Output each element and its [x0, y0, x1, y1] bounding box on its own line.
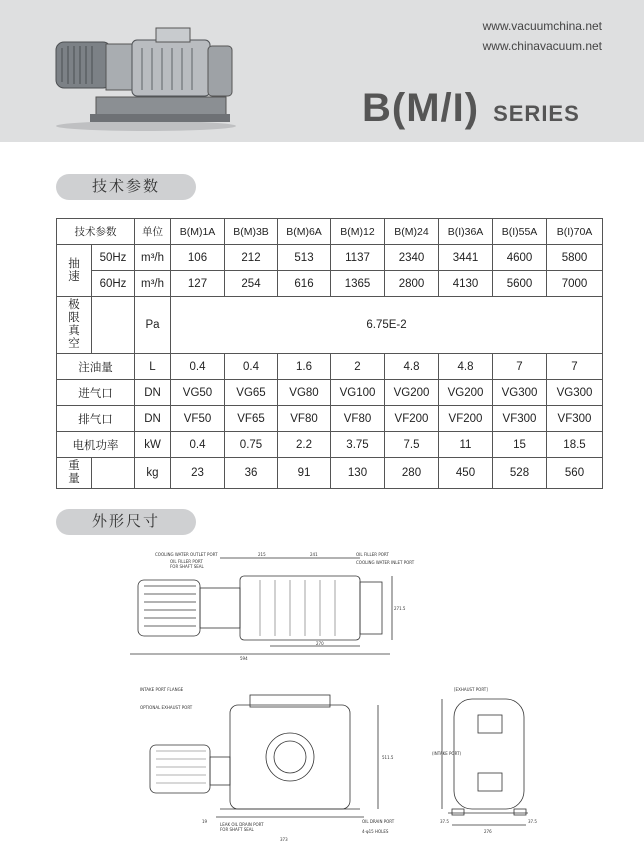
value-cell: 1365: [331, 271, 385, 297]
value-cell: 6.75E-2: [171, 297, 603, 354]
value-cell: VF80: [278, 406, 331, 432]
value-cell: 23: [171, 458, 225, 489]
header-cell: B(I)55A: [493, 219, 547, 245]
freq-cell: 50Hz: [92, 245, 135, 271]
header-cell: B(M)3B: [225, 219, 278, 245]
value-cell: VF300: [547, 406, 603, 432]
value-cell: VG300: [547, 380, 603, 406]
series-word: SERIES: [493, 101, 580, 126]
label-cooling-outlet: COOLING WATER OUTLET PORT: [155, 552, 218, 557]
unit-cell: DN: [135, 406, 171, 432]
value-cell: 4600: [493, 245, 547, 271]
unit-cell: kg: [135, 458, 171, 489]
value-cell: VF300: [493, 406, 547, 432]
value-cell: 11: [439, 432, 493, 458]
dim-19: 19: [202, 819, 208, 824]
dim-270: 270: [316, 641, 324, 646]
value-cell: 0.4: [171, 432, 225, 458]
table-header-row: [57, 219, 603, 245]
table-row: [57, 245, 603, 271]
value-cell: 5600: [493, 271, 547, 297]
value-cell: 91: [278, 458, 331, 489]
header-cell: B(M)1A: [171, 219, 225, 245]
value-cell: 15: [493, 432, 547, 458]
dim-215: 215: [258, 552, 266, 557]
table-row: [57, 271, 603, 297]
value-cell: VG50: [171, 380, 225, 406]
row-label: 注油量: [57, 354, 135, 380]
value-cell: 280: [385, 458, 439, 489]
label-intake-port: (INTAKE PORT): [432, 751, 462, 756]
value-cell: VG300: [493, 380, 547, 406]
empty-cell: [92, 297, 135, 354]
dim-511-5: 511.5: [382, 755, 394, 760]
row-label: 抽 速: [57, 245, 92, 297]
value-cell: 0.4: [225, 354, 278, 380]
dim-241: 241: [310, 552, 318, 557]
value-cell: 528: [493, 458, 547, 489]
empty-cell: [92, 458, 135, 489]
table-row: [57, 432, 603, 458]
front-view-drawing: [130, 685, 405, 845]
value-cell: 2340: [385, 245, 439, 271]
series-model: B(M/I): [362, 86, 480, 130]
value-cell: VG65: [225, 380, 278, 406]
dim-373: 373: [280, 837, 288, 842]
unit-cell: kW: [135, 432, 171, 458]
value-cell: 616: [278, 271, 331, 297]
value-cell: 1.6: [278, 354, 331, 380]
value-cell: VF50: [171, 406, 225, 432]
specs-section-title: 技术参数: [56, 174, 196, 200]
dim-37-5-right: 37.5: [528, 819, 537, 824]
value-cell: 36: [225, 458, 278, 489]
value-cell: VG100: [331, 380, 385, 406]
header-cell: 技术参数: [57, 219, 135, 245]
url-chinavacuum[interactable]: www.chinavacuum.net: [482, 39, 602, 53]
label-intake-flange: INTAKE PORT FLANGE: [140, 687, 184, 692]
value-cell: 7.5: [385, 432, 439, 458]
value-cell: VF80: [331, 406, 385, 432]
value-cell: 4130: [439, 271, 493, 297]
header-cell: B(M)12: [331, 219, 385, 245]
value-cell: 560: [547, 458, 603, 489]
value-cell: 1137: [331, 245, 385, 271]
pump-photo: [46, 22, 246, 132]
label-optional-exhaust: OPTIONAL EXHAUST PORT: [140, 705, 193, 710]
row-label: 极 限 真 空: [57, 297, 92, 354]
row-label: 电机功率: [57, 432, 135, 458]
label-oil-filler-2: OIL FILLER PORT: [170, 559, 203, 564]
label-oil-drain: OIL DRAIN PORT: [362, 819, 395, 824]
label-oil-filler: OIL FILLER PORT: [356, 552, 389, 557]
top-view-drawing: [130, 550, 540, 670]
dim-271-5: 271.5: [394, 606, 406, 611]
value-cell: 7000: [547, 271, 603, 297]
table-row: [57, 406, 603, 432]
value-cell: 7: [547, 354, 603, 380]
table-row: [57, 380, 603, 406]
value-cell: 127: [171, 271, 225, 297]
value-cell: 2800: [385, 271, 439, 297]
series-title: [362, 86, 580, 131]
header-cell: B(I)36A: [439, 219, 493, 245]
value-cell: 130: [331, 458, 385, 489]
header-cell: B(M)6A: [278, 219, 331, 245]
value-cell: VF65: [225, 406, 278, 432]
dim-594: 594: [240, 656, 248, 661]
label-cooling-inlet: COOLING WATER INLET PORT: [356, 560, 415, 565]
value-cell: VG80: [278, 380, 331, 406]
unit-cell: L: [135, 354, 171, 380]
row-label: 排气口: [57, 406, 135, 432]
value-cell: 4.8: [439, 354, 493, 380]
label-exhaust-port: [EXHAUST PORT]: [454, 687, 488, 692]
value-cell: 18.5: [547, 432, 603, 458]
value-cell: 106: [171, 245, 225, 271]
value-cell: 4.8: [385, 354, 439, 380]
row-label: 进气口: [57, 380, 135, 406]
label-leak-oil-drain: LEAK OIL DRAIN PORT: [220, 822, 264, 827]
value-cell: VG200: [439, 380, 493, 406]
value-cell: 0.4: [171, 354, 225, 380]
table-row: [57, 297, 603, 354]
header-cell: B(M)24: [385, 219, 439, 245]
header-banner: [0, 0, 644, 142]
unit-cell: m³/h: [135, 245, 171, 271]
value-cell: 450: [439, 458, 493, 489]
value-cell: 2: [331, 354, 385, 380]
side-view-drawing: [432, 685, 542, 845]
label-holes: 4-φ15 HOLES: [362, 829, 389, 834]
value-cell: 2.2: [278, 432, 331, 458]
website-urls: [483, 16, 602, 56]
unit-cell: Pa: [135, 297, 171, 354]
spec-table: [56, 218, 603, 489]
unit-cell: DN: [135, 380, 171, 406]
freq-cell: 60Hz: [92, 271, 135, 297]
table-row: [57, 354, 603, 380]
value-cell: 5800: [547, 245, 603, 271]
dim-276: 276: [484, 829, 492, 834]
value-cell: 254: [225, 271, 278, 297]
label-shaft-seal-front: FOR SHAFT SEAL: [220, 827, 254, 832]
value-cell: 513: [278, 245, 331, 271]
url-vacuumchina[interactable]: www.vacuumchina.net: [482, 19, 602, 33]
value-cell: VG200: [385, 380, 439, 406]
dim-37-5-left: 37.5: [440, 819, 449, 824]
unit-cell: m³/h: [135, 271, 171, 297]
value-cell: VF200: [385, 406, 439, 432]
header-cell: 单位: [135, 219, 171, 245]
value-cell: 3.75: [331, 432, 385, 458]
value-cell: 3441: [439, 245, 493, 271]
label-shaft-seal: FOR SHAFT SEAL: [170, 564, 204, 569]
value-cell: 212: [225, 245, 278, 271]
value-cell: 7: [493, 354, 547, 380]
table-row: [57, 458, 603, 489]
header-cell: B(I)70A: [547, 219, 603, 245]
dims-section-title: 外形尺寸: [56, 509, 196, 535]
value-cell: VF200: [439, 406, 493, 432]
value-cell: 0.75: [225, 432, 278, 458]
row-label: 重 量: [57, 458, 92, 489]
